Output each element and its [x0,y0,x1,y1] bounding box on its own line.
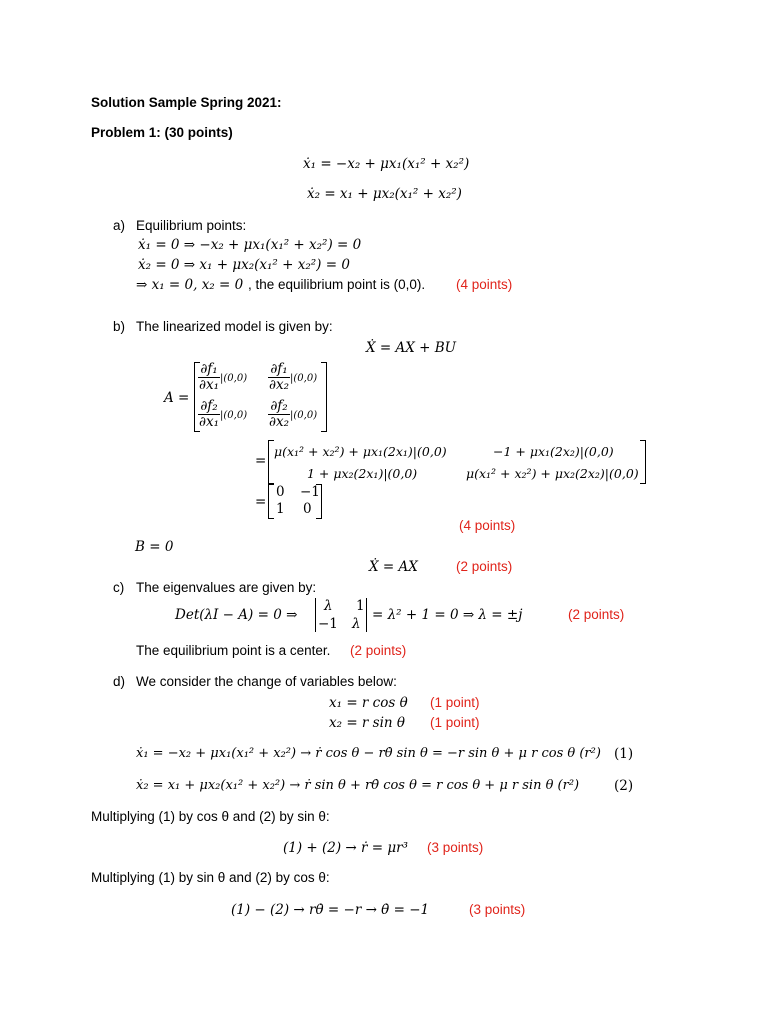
multiplying-statement-2: Multiplying (1) by sin θ and (2) by cos θ: [91,870,330,885]
linearized-model: Ẋ = AX + BU [366,340,457,356]
matrix-eval-22: μ(x₁² + x₂²) + μx₂(2x₂)|(0,0) [466,466,639,481]
system-eq-1: ẋ₁ = −x₂ + μx₁(x₁² + x₂²) [303,156,470,172]
part-d-label: d) [113,674,126,689]
reduced-model: Ẋ = AX [369,559,418,575]
problem-heading: Problem 1: (30 points) [91,125,233,140]
matrix-num-21: 1 [276,501,285,517]
matrix-num-11: 0 [276,484,285,500]
jacobian-entry-22 [268,399,317,430]
polar-eq-2: ẋ₂ = x₁ + μx₂(x₁² + x₂²) → ṙ sin θ + rθ̇ cos θ = r cos θ + μ r sin θ (r²) [136,778,580,793]
part-a-line-1: ẋ₁ = 0 ⇒ −x₂ + μx₁(x₁² + x₂²) = 0 [138,237,362,253]
matrix-num-12: −1 [300,484,320,500]
det-right-bar [366,598,367,632]
matrix-num-left-bracket [268,484,274,519]
part-c-label: c) [113,580,125,595]
change-var-x2-points: (1 point) [430,715,480,730]
part-a-line-3-math: ⇒ x₁ = 0, x₂ = 0 [136,277,244,293]
det-21: −1 [318,616,338,632]
change-var-x1-points: (1 point) [430,695,480,710]
equals-sign-1: = [255,453,267,469]
part-c-heading: The eigenvalues are given by: [136,580,317,595]
jacobian-entry-21 [198,399,247,430]
part-d-heading: We consider the change of variables below: [136,674,397,689]
part-b-points-a: (4 points) [459,518,516,533]
jacobian-11-num: ∂f₁ [198,362,220,378]
jacobian-21-den: ∂x₁ [199,414,220,430]
matrix-a-label: A = [164,390,190,406]
polar-eq-1-number: (1) [614,746,634,762]
part-c-points-2: (2 points) [350,643,407,658]
matrix-num-22: 0 [303,501,312,517]
result-theta-dot: (1) − (2) → rθ̇ = −r → θ̇ = −1 [231,902,430,918]
det-11: λ [324,598,333,614]
matrix-eval-21: 1 + μx₂(2x₁)|(0,0) [307,466,418,481]
jacobian-12-den: ∂x₂ [269,377,290,393]
center-statement: The equilibrium point is a center. [136,643,331,658]
result-theta-dot-points: (3 points) [469,902,526,917]
part-a-heading: Equilibrium points: [136,218,247,233]
part-a-points: (4 points) [456,277,513,292]
det-left-bar [315,598,316,632]
part-a-line-2: ẋ₂ = 0 ⇒ x₁ + μx₂(x₁² + x₂²) = 0 [138,257,350,273]
det-left: Det(λI − A) = 0 ⇒ [175,607,298,623]
change-var-x2: x₂ = r sin θ [329,715,406,731]
jacobian-entry-12 [268,362,317,393]
system-eq-2: ẋ₂ = x₁ + μx₂(x₁² + x₂²) [307,186,462,202]
jacobian-22-at: |(0,0) [290,410,318,421]
part-b-points-b: (2 points) [456,559,513,574]
b-equation: B = 0 [135,539,174,555]
document-title: Solution Sample Spring 2021: [91,95,282,110]
jacobian-12-num: ∂f₁ [268,362,290,378]
polar-eq-1: ẋ₁ = −x₂ + μx₁(x₁² + x₂²) → ṙ cos θ − rθ̇ sin θ = −r sin θ + μ r cos θ (r²) [136,746,601,761]
det-22: λ [352,616,361,632]
part-a-line-3-text: , the equilibrium point is (0,0). [248,277,426,292]
jacobian-entry-11 [198,362,247,393]
jacobian-12-at: |(0,0) [290,373,318,384]
polar-eq-2-number: (2) [614,778,634,794]
jacobian-22-den: ∂x₂ [269,414,290,430]
multiplying-statement-1: Multiplying (1) by cos θ and (2) by sin θ: [91,809,330,824]
equals-sign-2: = [255,494,267,510]
part-a-label: a) [113,218,126,233]
jacobian-11-at: |(0,0) [220,373,248,384]
jacobian-21-num: ∂f₂ [198,399,220,415]
matrix-eval-12: −1 + μx₁(2x₂)|(0,0) [493,444,614,459]
part-c-points-1: (2 points) [568,607,625,622]
part-b-label: b) [113,319,126,334]
jacobian-11-den: ∂x₁ [199,377,220,393]
det-12: 1 [356,598,365,614]
jacobian-21-at: |(0,0) [220,410,248,421]
matrix-eval-right-bracket [640,440,646,484]
det-right: = λ² + 1 = 0 ⇒ λ = ±j [372,607,523,623]
result-r-dot-points: (3 points) [427,840,484,855]
change-var-x1: x₁ = r cos θ [329,695,408,711]
matrix-eval-11: μ(x₁² + x₂²) + μx₁(2x₁)|(0,0) [274,444,447,459]
matrix-a-right-bracket [321,362,327,432]
jacobian-22-num: ∂f₂ [268,399,290,415]
result-r-dot: (1) + (2) → ṙ = μr³ [283,840,409,856]
part-b-heading: The linearized model is given by: [136,319,333,334]
